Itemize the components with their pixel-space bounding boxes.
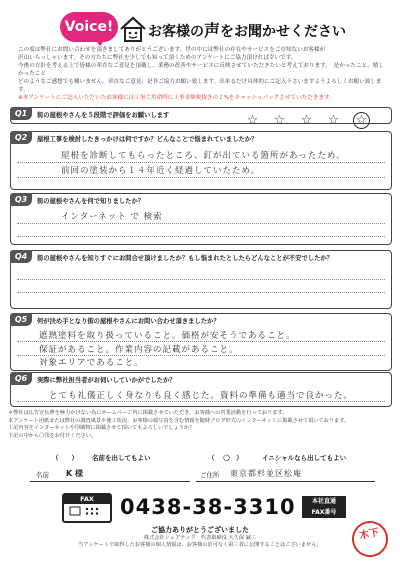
question-badge: Q5 [10, 313, 32, 326]
question-q2 [10, 131, 392, 190]
star-icon[interactable]: ☆ [327, 113, 340, 128]
answer-line [17, 162, 385, 163]
handwritten-answer: インターネット で 検索 [61, 212, 163, 222]
question-q6 [10, 372, 392, 407]
circle-mark: 〇 [223, 454, 230, 462]
fax-direct-badge [302, 496, 346, 518]
question-q1 [10, 107, 392, 128]
question-text: 実際に弊社担当者がお伺いしていかがでしたか？ [37, 377, 176, 384]
question-badge: Q2 [10, 131, 32, 144]
notice-line: 本アンケート用紙または弊社の調査風景や施工状況、お客様の顔写真を含む情報を随時ブログ形式のインターネットに掲載させて頂いております。 [8, 417, 350, 424]
house-smile-icon [118, 14, 148, 44]
star-icon[interactable]: ☆ [273, 113, 286, 128]
name-field[interactable]: K 様 [66, 469, 83, 478]
question-text: 街の屋根やさんを５段階で評価をお願いします [37, 112, 170, 119]
cashback-note: ※本アンケートにご記入いただいたお客様には工事ご用命時に工事金額税抜きの２%をキャッシュバックさせていただきます。 [18, 95, 335, 101]
fax-keypad-icon [67, 504, 107, 518]
consent-options [30, 453, 375, 465]
question-q5 [10, 313, 392, 371]
voice-badge-tail [94, 38, 106, 46]
question-text: 街の屋根やさんを何で知りましたか？ [37, 198, 145, 205]
address-underline [196, 481, 375, 482]
star-icon[interactable]: ☆ [300, 113, 313, 128]
address-label: ご住所 [200, 471, 220, 479]
answer-line [17, 236, 385, 237]
notice-line: 下記の中から〇印をお付けください。 [8, 432, 97, 439]
question-badge: Q1 [10, 107, 32, 120]
question-badge: Q6 [10, 372, 32, 385]
address-field[interactable]: 東京都杉並区松庵 [230, 469, 302, 478]
initial-ok-label: イニシャルなら出してもよい [262, 454, 347, 462]
name-ok-checkbox[interactable]: （ ） [52, 454, 78, 462]
answer-line [17, 279, 385, 280]
notice-line: ＊弊社は広告宣伝費を極力かけない為にホームページ内に掲載させていただき、お客様への営業活動を行っております。 [8, 410, 288, 416]
title-suffix: をお聞かせください [220, 24, 347, 40]
voice-badge: Voice! [60, 12, 118, 42]
customer-info-row [30, 468, 375, 483]
intro-text [18, 46, 388, 102]
page-title [148, 18, 346, 41]
thanks-message: ご協力ありがとうございました [151, 526, 249, 534]
rating-stars[interactable] [245, 109, 382, 129]
question-badge: Q4 [10, 250, 32, 263]
handwritten-answer: とても礼儀正しく身なりも良く感じた。資料の準備も適当で良かった。 [49, 391, 354, 401]
fax-direct-line: 本社直通 [311, 498, 336, 505]
footer [60, 527, 340, 550]
intro-line: 今後の方針を考える上で皆様の率直なご意見を頂戴し、業務の改善やサービスに反映させていただきたいと考えております。 是かったこと、嬉しかったこと [18, 63, 384, 77]
intro-line: この度は弊社にお問い合わせを頂きましてありがとうございます。世の中には弊社の存在やサービスをご存知ないお客様が [18, 47, 326, 53]
handwritten-answer: 保証があること。作業内容の記載があること。 [39, 345, 239, 355]
question-text: 何が決め手となり街の屋根やさんにお問い合わせ頂きましたか？ [37, 318, 220, 325]
handwritten-answer: 対象エリアであること。 [39, 358, 144, 368]
fax-direct-line: FAX番号 [311, 509, 337, 516]
company-info: 株式会社シェアテック 代表取締役 大久保 誠二 [143, 534, 257, 541]
answer-line [17, 177, 385, 178]
question-text: 街の屋根やさんを知りすぐにお問合せ頂けましたか？もし悩まれたとしたらどんなことが不安でしたか？ [37, 255, 333, 262]
staff-seal-stamp [349, 518, 391, 560]
handwritten-answer: 屋根を診断してもらったところ、釘が出ている箇所があったため。 [61, 151, 346, 161]
question-q3 [10, 193, 392, 245]
fax-section [30, 493, 375, 523]
answer-line [17, 401, 385, 402]
handwritten-answer: 遮熱塗料を取り扱っていること。価格が安そうであること。 [39, 331, 296, 341]
intro-line: 沢山いらっしゃいます。その方たちに弊社を少しでも知って頂くためのアンケートにご協力頂ければ幸いです。 [18, 55, 297, 61]
answer-line [17, 223, 385, 224]
name-label: 名前 [36, 471, 49, 479]
star-icon-selected[interactable]: ☆ [353, 112, 370, 129]
notice-line: 上記内容をインターネットや印刷物に掲載させて頂いてもよろしいでしょうか？ [8, 425, 195, 431]
privacy-note: 当アンケートで取得したお客様の個人情報は、お客様の許可なく第三者に公開することはございません。 [78, 542, 322, 548]
fax-machine-icon [62, 493, 112, 523]
fax-number: 0438-38-3310 [120, 495, 296, 519]
star-icon[interactable]: ☆ [246, 113, 259, 128]
publication-notice [8, 410, 394, 440]
initial-ok-checkbox[interactable]: （ 〇 ） [208, 454, 243, 462]
name-ok-label: 名前を出してもよい [92, 454, 151, 462]
question-text: 屋根工事を検討したきっかけは何ですか？どんなことで悩まれていましたか？ [37, 136, 258, 143]
title-prefix: お客様の [148, 24, 204, 40]
name-underline [30, 481, 190, 482]
title-emph: 声 [204, 21, 221, 40]
stamp-text: 木下 [358, 527, 381, 542]
answer-line [17, 341, 385, 342]
question-badge: Q3 [10, 193, 32, 206]
answer-line [17, 292, 385, 293]
question-q4 [10, 250, 392, 309]
fax-label: FAX [64, 495, 110, 504]
handwritten-answer: 前回の塗装から１４年近く経過していたため。 [61, 166, 261, 176]
intro-line: どのようなご感想でも構いません。率直なご意見、是非ご協力お願い致します。出来るだけ具体的にご記入下さいますようよろしくお願い致します。 [18, 79, 382, 93]
